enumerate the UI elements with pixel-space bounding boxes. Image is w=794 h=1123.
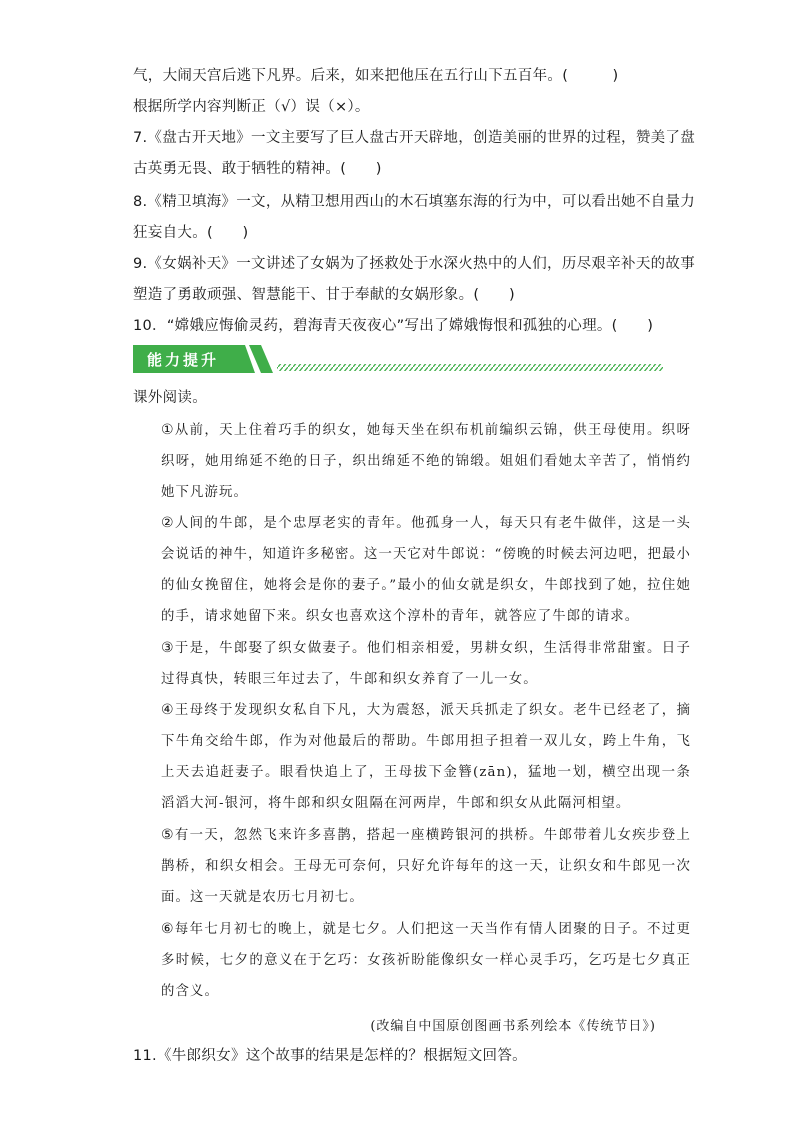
paragraph-number: ④ <box>161 702 175 718</box>
paragraph-text: 王母终于发现织女私自下凡，大为震怒，派天兵抓走了织女。老牛已经老了，摘下牛角交给牛郎，作为对他最后的帮助。牛郎用担子担着一双儿女，跨上牛角，飞上天去追赶妻子。眼看快追上了，王母拔下金簪(zān)，猛地一划，横空出现一条滔滔大河-银河，将牛郎和织女阻隔在河两岸，牛郎和织女从此隔河相望。 <box>161 703 692 811</box>
story-paragraph <box>133 415 691 508</box>
paragraph-number: ⑥ <box>161 921 175 937</box>
story-paragraph <box>133 820 691 913</box>
section-title: 能力提升 <box>147 351 220 369</box>
paragraph-number: ③ <box>161 640 175 656</box>
question-7-line-2: 古英勇无畏、敢于牺牲的精神。( ) <box>133 161 382 177</box>
paragraph-number: ② <box>161 515 175 531</box>
story-paragraph <box>133 695 691 819</box>
paragraph-text: 人间的牛郎，是个忠厚老实的青年。他孤身一人，每天只有老牛做伴，这是一头会说话的神牛，知道许多秘密。这一天它对牛郎说：“傍晚的时候去河边吧，把最小的仙女挽留住，她将会是你的妻子。”最小的仙女就是织女，牛郎找到了她，拉住她的手，请求她留下来。织女也喜欢这个淳朴的青年，就答应了牛郎的请求。 <box>161 516 692 624</box>
story-paragraph <box>133 508 691 632</box>
story-paragraph <box>133 633 691 695</box>
question-8-line-1: 8.《精卫填海》一文，从精卫想用西山的木石填塞东海的行为中，可以看出她不自量力 <box>133 194 696 210</box>
section-banner <box>133 343 663 375</box>
paragraph-text: 从前，天上住着巧手的织女，她每天坐在织布机前编织云锦，供王母使用。织呀织呀，她用绵延不绝的日子，织出绵延不绝的锦缎。姐姐们看她太辛苦了，悄悄约她下凡游玩。 <box>161 423 692 500</box>
paragraph-number: ⑤ <box>161 827 175 843</box>
question-9-line-1: 9.《女娲补天》一文讲述了女娲为了拯救处于水深火热中的人们，历尽艰辛补天的故事 <box>133 256 696 272</box>
reading-intro: 课外阅读。 <box>133 390 207 406</box>
paragraph-text: 每年七月初七的晚上，就是七夕。人们把这一天当作有情人团聚的日子。不过更多时候，七夕的意义在于乞巧：女孩祈盼能像织女一样心灵手巧，乞巧是七夕真正的含义。 <box>161 922 692 999</box>
question-11: 11.《牛郎织女》这个故事的结果是怎样的？根据短文回答。 <box>133 1048 527 1064</box>
question-9-line-2: 塑造了勇敢顽强、智慧能干、甘于奉献的女娲形象。( ) <box>133 287 515 303</box>
question-7-line-1: 7.《盘古开天地》一文主要写了巨人盘古开天辟地，创造美丽的世界的过程，赞美了盘 <box>133 130 696 146</box>
paragraph-text: 有一天，忽然飞来许多喜鹊，搭起一座横跨银河的拱桥。牛郎带着儿女疾步登上鹊桥，和织女相会。王母无可奈何，只好允许每年的这一天，让织女和牛郎见一次面。这一天就是农历七月初七。 <box>161 828 692 905</box>
question-8-line-2: 狂妄自大。( ) <box>133 225 249 241</box>
story-paragraph <box>133 914 691 1007</box>
source-citation: (改编自中国原创图画书系列绘本《传统节日》) <box>370 1019 656 1034</box>
instruction-line: 根据所学内容判断正（√）误（×）。 <box>133 99 370 115</box>
question-10: 10．“嫦娥应悔偷灵药，碧海青天夜夜心”写出了嫦娥悔恨和孤独的心理。( ) <box>133 318 654 334</box>
paragraph-number: ① <box>161 422 175 438</box>
text-line: 气，大闹天宫后逃下凡界。后来，如来把他压在五行山下五百年。( ) <box>133 68 619 84</box>
paragraph-text: 于是，牛郎娶了织女做妻子。他们相亲相爱，男耕女织，生活得非常甜蜜。日子过得真快，转眼三年过去了，牛郎和织女养育了一儿一女。 <box>161 641 692 687</box>
